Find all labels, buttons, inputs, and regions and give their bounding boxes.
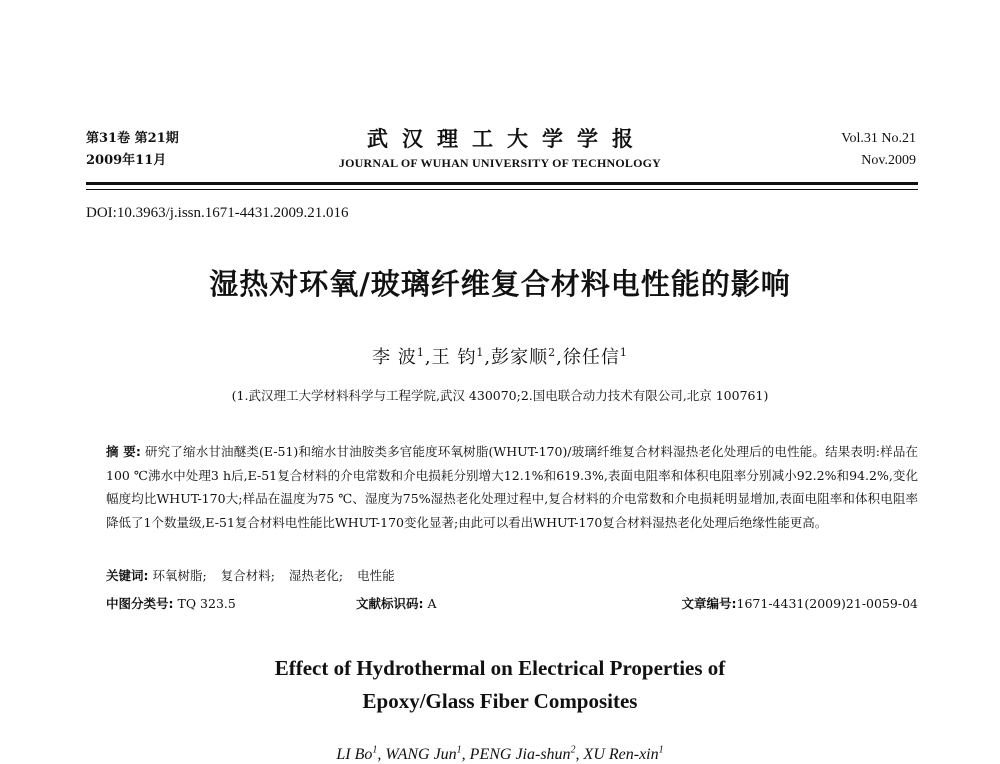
author-en: XU Ren-xin$^1$ [583, 745, 664, 764]
author-cn: 徐任信$^1$ [562, 346, 628, 368]
affiliation-cn: (1.武汉理工大学材料科学与工程学院,武汉 430070;2.国电联合动力技术有限公司,北京 100761) [231, 388, 769, 403]
clc-number: 中图分类号: TQ 323.5 [106, 596, 236, 611]
author-cn: 彭家顺$^2$, [491, 346, 563, 368]
keyword: 湿热老化; [288, 568, 344, 583]
journal-name-en: JOURNAL OF WUHAN UNIVERSITY OF TECHNOLOGY [338, 156, 662, 170]
journal-name-cn: 武汉理工大学学报 [367, 126, 647, 151]
authors-cn [0, 343, 1000, 369]
author-en: WANG Jun$^1$, [385, 745, 470, 764]
document-code: 文献标识码: A [356, 596, 437, 611]
author-en: PENG Jia-shun$^2$, [469, 745, 584, 764]
header-rule-thin [86, 189, 918, 190]
journal-header-left [86, 128, 179, 172]
abstract-label: 摘 要: [106, 444, 141, 459]
keyword: 电性能 [357, 568, 395, 583]
article-number: 文章编号:1671-4431(2009)21-0059-04 [681, 596, 918, 611]
author-cn: 李 波$^1$, [372, 346, 432, 368]
keyword: 复合材料; [220, 568, 275, 583]
date-cn: 2009年11月 [86, 153, 167, 168]
author-en: LI Bo$^1$, [336, 745, 386, 764]
keywords-label: 关键词: [106, 568, 149, 583]
volume-issue-en: Vol.31 No.21 [841, 131, 916, 146]
paper-title-en [0, 652, 1000, 718]
abstract-text: 研究了缩水甘油醚类(E-51)和缩水甘油胺类多官能度环氧树脂(WHUT-170)/玻璃纤维复合材料湿热老化处理后的电性能。结果表明:样品在100 ℃沸水中处理3 h后,E-51复合材料的介电常数和介电损耗分别增大12.1%和619.3%,表面电阻率和体积电阻率分别减小92.2%和94.2%,变化幅度均比WHUT-170大;样品在温度为75 ℃、湿度为75%湿热老化处理过程中,复合材料的介电常数和介电损耗明显增加,表面电阻率和体积电阻率降低了1个数量级,E-51复合材料电性能比WHUT-170变化显著;由此可以看出WHUT-170复合材料湿热老化处理后绝缘性能更高。 [106, 444, 918, 530]
author-cn: 王 钧$^1$, [431, 346, 492, 368]
paper-title-en-line2: Epoxy/Glass Fiber Composites [362, 689, 638, 713]
date-en: Nov.2009 [861, 153, 916, 168]
doi: DOI:10.3963/j.issn.1671-4431.2009.21.016 [86, 205, 349, 221]
abstract [106, 440, 918, 534]
paper-title-en-line1: Effect of Hydrothermal on Electrical Properties of [274, 656, 726, 680]
paper-title-cn: 湿热对环氧/玻璃纤维复合材料电性能的影响 [209, 267, 791, 301]
journal-header-center [300, 124, 700, 172]
volume-issue-cn: 第31卷 第21期 [86, 131, 179, 146]
authors-en [0, 745, 1000, 764]
journal-header-right [841, 128, 916, 172]
keywords [106, 566, 405, 584]
header-rule-thick [86, 182, 918, 185]
keyword: 环氧树脂; [152, 568, 207, 583]
